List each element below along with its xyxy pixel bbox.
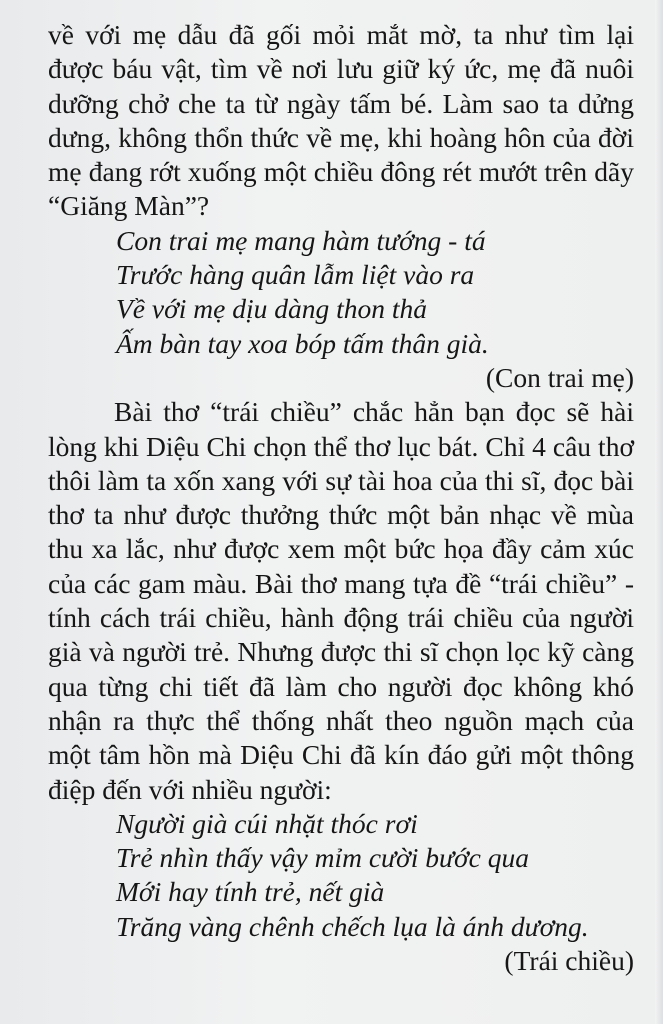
- paragraph-2: Bài thơ “trái chiều” chắc hẳn bạn đọc sẽ hài lòng khi Diệu Chi chọn thể thơ lục bát. Chỉ 4 câu thơ thôi làm ta xốn xang với sự tài hoa của thi sĩ, đọc bài thơ ta như được thưởng thức một bản nhạc về mùa thu xa lắc, như được xem một bức họa đầy cảm xúc của các gam màu. Bài thơ mang tựa đề “trái chiều” - tính cách trái chiều, hành động trái chiều của người già và người trẻ. Nhưng được thi sĩ chọn lọc kỹ càng qua từng chi tiết đã làm cho người đọc không khó nhận ra thực thể thống nhất theo nguồn mạch của một tâm hồn mà Diệu Chi đã kín đáo gửi một thông điệp đến với nhiều người:: [48, 396, 634, 805]
- verse-line: Trước hàng quân lẫm liệt vào ra: [116, 259, 475, 291]
- verse-con-trai-me: [48, 224, 634, 361]
- verse-line: Về với mẹ dịu dàng thon thả: [116, 293, 428, 325]
- attribution-trai-chieu: (Trái chiều): [504, 945, 634, 977]
- page-edge: [655, 0, 663, 1024]
- verse-line: Người già cúi nhặt thóc rơi: [116, 807, 418, 839]
- verse-line: Trăng vàng chênh chếch lụa là ánh dương.: [116, 910, 589, 942]
- verse-line: Trẻ nhìn thấy vậy mỉm cười bước qua: [116, 842, 529, 874]
- paragraph-1: về với mẹ dẫu đã gối mỏi mắt mờ, ta như tìm lại được báu vật, tìm về nơi lưu giữ ký ức, mẹ đã nuôi dưỡng chở che ta từ ngày tấm bé. Làm sao ta dửng dưng, không thổn thức về mẹ, khi hoàng hôn của đời mẹ đang rớt xuống một chiều đông rét mướt trên dãy “Giăng Màn”?: [48, 19, 634, 222]
- page-text: [48, 18, 634, 978]
- verse-line: Con trai mẹ mang hàm tướng - tá: [116, 224, 486, 256]
- verse-line: Mới hay tính trẻ, nết già: [116, 876, 385, 908]
- verse-trai-chieu: [48, 807, 634, 944]
- attribution-con-trai-me: (Con trai mẹ): [485, 361, 634, 393]
- verse-line: Ấm bàn tay xoa bóp tấm thân già.: [116, 327, 489, 359]
